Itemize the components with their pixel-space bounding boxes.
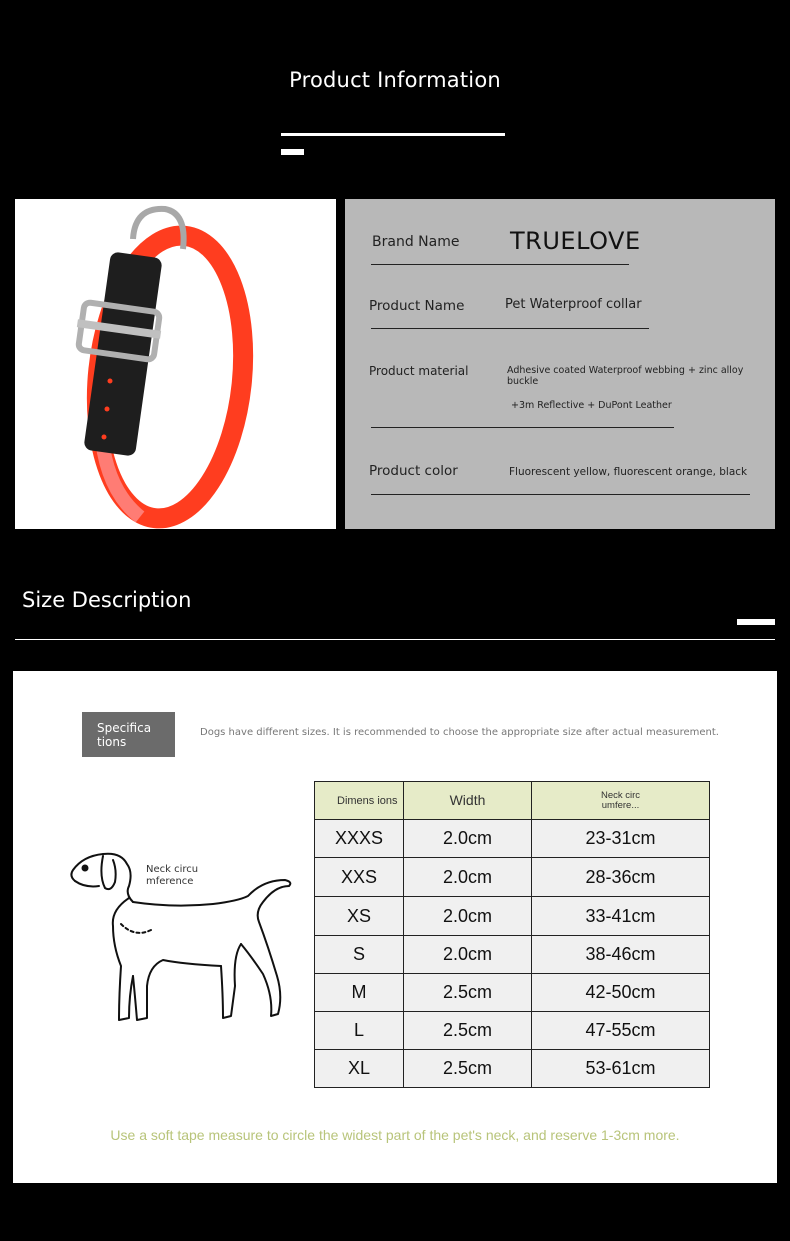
size-cell: XS [315,897,404,936]
color-value: Fluorescent yellow, fluorescent orange, black [509,466,748,478]
width-cell: 2.0cm [404,897,532,936]
table-row [315,897,710,936]
width-cell: 2.0cm [404,820,532,858]
width-cell: 2.5cm [404,1012,532,1050]
table-row [315,974,710,1012]
product-info-panel [345,199,775,529]
table-row [315,1012,710,1050]
color-divider [371,494,750,495]
table-header-row [315,782,710,820]
neck-cell: 47-55cm [532,1012,710,1050]
width-cell: 2.5cm [404,974,532,1012]
brand-value: TRUELOVE [510,227,641,255]
product-name-label: Product Name [369,298,465,314]
neck-cell: 42-50cm [532,974,710,1012]
size-section-rule [15,639,775,640]
header-dimensions: Dimens ions [315,782,404,820]
material-value-line-1: Adhesive coated Waterproof webbing + zinc alloy buckle [507,365,744,387]
specifications-badge: Specifica tions [82,712,175,757]
neck-cell: 28-36cm [532,858,710,897]
size-cell: XL [315,1050,404,1088]
table-row [315,936,710,974]
product-name-divider [371,328,649,329]
size-section-accent-bar [737,619,775,625]
size-cell: L [315,1012,404,1050]
material-value-line-2: +3m Reflective + DuPont Leather [511,400,672,411]
product-name-value: Pet Waterproof collar [505,297,642,312]
size-note: Dogs have different sizes. It is recommended to choose the appropriate size after actual measurement. [200,727,719,738]
width-cell: 2.0cm [404,858,532,897]
size-cell: XXXS [315,820,404,858]
product-photo [15,199,336,529]
material-divider [371,427,674,428]
table-row [315,858,710,897]
size-cell: XXS [315,858,404,897]
title-underline [281,133,505,136]
size-table [314,781,710,1088]
header-width: Width [404,782,532,820]
size-panel [13,671,777,1183]
brand-divider [371,264,629,265]
neck-cell: 53-61cm [532,1050,710,1088]
width-cell: 2.5cm [404,1050,532,1088]
size-section-title: Size Description [22,588,192,612]
neck-circumference-label: Neck circu mference [146,864,199,887]
title-accent-bar [281,149,304,155]
table-row [315,1050,710,1088]
neck-cell: 33-41cm [532,897,710,936]
width-cell: 2.0cm [404,936,532,974]
table-row [315,820,710,858]
material-label: Product material [369,364,469,378]
page-title: Product Information [289,68,501,92]
collar-image [15,199,336,529]
color-label: Product color [369,463,458,479]
neck-cell: 23-31cm [532,820,710,858]
header-neck-circumference: Neck circ umfere... [532,782,710,820]
measurement-tip: Use a soft tape measure to circle the widest part of the pet's neck, and reserve 1-3cm more. [110,1127,680,1143]
size-cell: M [315,974,404,1012]
size-cell: S [315,936,404,974]
neck-cell: 38-46cm [532,936,710,974]
brand-label: Brand Name [372,234,460,250]
